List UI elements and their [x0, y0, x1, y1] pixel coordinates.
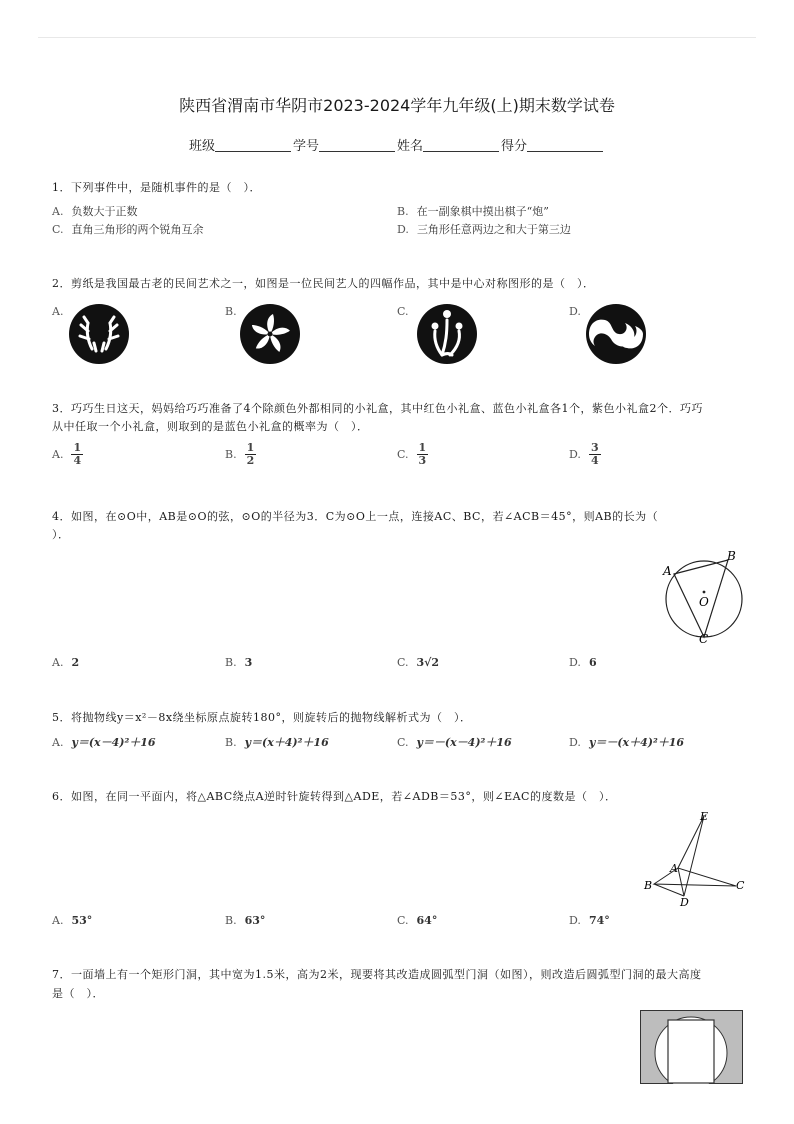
option-key: D. — [569, 447, 581, 461]
option-key: B. — [225, 914, 237, 927]
label-d: D — [680, 896, 689, 908]
option-key: A. — [52, 305, 64, 318]
option-key: D. — [569, 305, 581, 318]
question-4-option-c[interactable] — [397, 655, 439, 671]
id-label: 学号 — [292, 139, 319, 154]
wave-papercut-icon — [585, 303, 647, 365]
option-key: B. — [397, 205, 409, 218]
fraction — [589, 442, 601, 467]
option-key: B. — [225, 447, 237, 461]
option-key: A. — [52, 205, 64, 218]
label-b: B — [727, 549, 736, 563]
option-key: B. — [225, 736, 237, 749]
fraction — [245, 442, 257, 467]
option-key: C. — [397, 914, 409, 927]
question-1-stem: 1．下列事件中，是随机事件的是（ ）． — [52, 181, 261, 194]
question-2-option-c[interactable] — [397, 304, 417, 320]
option-text: 直角三角形的两个锐角互余 — [71, 223, 204, 236]
option-text: 6 — [588, 656, 597, 669]
question-3-option-c[interactable] — [397, 442, 428, 467]
question-5-stem: 5．将抛物线y＝x²－8x绕坐标原点旋转180°，则旋转后的抛物线解析式为（ ）． — [52, 711, 472, 724]
option-text: 74° — [588, 914, 610, 927]
question-5-option-d[interactable] — [569, 735, 684, 751]
rotated-triangles-figure — [642, 806, 746, 908]
class-label: 班级 — [188, 139, 215, 154]
denominator: 2 — [246, 454, 255, 467]
id-field[interactable] — [293, 135, 397, 154]
option-key: C. — [397, 736, 409, 749]
option-key: C. — [52, 223, 64, 236]
question-4-option-a[interactable] — [52, 655, 79, 671]
question-6-option-c[interactable] — [397, 913, 437, 929]
question-4-stem-line2: ）． — [52, 528, 70, 541]
option-text: y＝(x＋4)²＋16 — [244, 736, 329, 749]
label-c: C — [736, 879, 745, 892]
id-blank[interactable] — [319, 139, 395, 152]
class-blank[interactable] — [215, 139, 291, 152]
question-5-option-c[interactable] — [397, 735, 512, 751]
label-a: A — [663, 564, 672, 578]
arched-doorway-figure — [640, 1010, 743, 1084]
question-3-option-b[interactable] — [225, 442, 256, 467]
exam-title: 陕西省渭南市华阴市2023-2024学年九年级(上)期末数学试卷 — [179, 96, 615, 115]
option-text: 64° — [416, 914, 438, 927]
question-1-option-a[interactable] — [52, 204, 137, 220]
option-key: C. — [397, 447, 409, 461]
option-key: A. — [52, 447, 64, 461]
name-label: 姓名 — [397, 139, 424, 154]
option-key: A. — [52, 736, 64, 749]
bauhinia-papercut-icon — [239, 303, 301, 365]
option-key: A. — [52, 914, 64, 927]
option-key: D. — [569, 914, 581, 927]
antler-papercut-icon — [68, 303, 130, 365]
label-a: A — [670, 862, 678, 875]
option-text: 负数大于正数 — [71, 205, 138, 218]
question-3-option-a[interactable] — [52, 442, 83, 467]
numerator: 1 — [418, 441, 427, 454]
option-key: A. — [52, 656, 64, 669]
label-e: E — [700, 810, 709, 823]
option-text: 63° — [244, 914, 266, 927]
name-blank[interactable] — [423, 139, 499, 152]
question-6-option-d[interactable] — [569, 913, 610, 929]
option-text: 2 — [71, 656, 80, 669]
label-o: O — [699, 595, 709, 609]
option-key: C. — [397, 656, 409, 669]
fraction — [71, 442, 83, 467]
option-text: 3 — [244, 656, 253, 669]
denominator: 3 — [418, 454, 427, 467]
option-key: C. — [397, 305, 409, 318]
student-info-line — [0, 135, 794, 154]
numerator: 3 — [590, 441, 599, 454]
question-3-option-d[interactable] — [569, 442, 601, 467]
question-6-stem: 6．如图，在同一平面内，将△ABC绕点A逆时针旋转得到△ADE，若∠ADB＝53°，则∠EAC的度数是（ ）． — [52, 790, 617, 803]
option-key: D. — [569, 736, 581, 749]
option-text: 在一副象棋中摸出棋子“炮” — [416, 205, 549, 218]
option-key: B. — [225, 305, 237, 318]
question-1-option-b[interactable] — [397, 204, 549, 220]
numerator: 1 — [246, 441, 255, 454]
question-1-option-c[interactable] — [52, 222, 204, 238]
question-7-stem-line1: 7．一面墙上有一个矩形门洞，其中宽为1.5米，高为2米，现要将其改造成圆弧型门洞（如图），则改造后圆弧型门洞的最大高度 — [52, 968, 702, 981]
question-6-option-b[interactable] — [225, 913, 265, 929]
label-b: B — [644, 879, 653, 892]
numerator: 1 — [73, 441, 82, 454]
question-6-option-a[interactable] — [52, 913, 92, 929]
option-text: 三角形任意两边之和大于第三边 — [416, 223, 571, 236]
score-blank[interactable] — [527, 139, 603, 152]
question-4-stem-line1: 4．如图，在⊙O中，AB是⊙O的弦，⊙O的半径为3．C为⊙O上一点，连接AC、BC，若∠ACB＝45°，则AB的长为（ — [52, 510, 659, 523]
figures-papercut-icon — [416, 303, 478, 365]
option-key: D. — [397, 223, 409, 236]
option-key: D. — [569, 656, 581, 669]
class-field[interactable] — [189, 135, 293, 154]
question-5-option-a[interactable] — [52, 735, 156, 751]
top-divider — [38, 37, 756, 38]
denominator: 4 — [590, 454, 599, 467]
name-field[interactable] — [397, 135, 501, 154]
score-field[interactable] — [501, 135, 605, 154]
option-text: y＝(x－4)²＋16 — [71, 736, 156, 749]
question-4-option-b[interactable] — [225, 655, 252, 671]
question-2-stem: 2．剪纸是我国最古老的民间艺术之一，如图是一位民间艺人的四幅作品，其中是中心对称图形的是（ ）． — [52, 277, 595, 290]
fraction — [417, 442, 429, 467]
question-3-stem-line1: 3．巧巧生日这天，妈妈给巧巧准备了4个除颜色外都相同的小礼盒，其中红色小礼盒、蓝色小礼盒各1个，紫色小礼盒2个．巧巧 — [52, 402, 703, 415]
question-7-stem-line2: 是（ ）． — [52, 987, 104, 1000]
question-1-option-d[interactable] — [397, 222, 571, 238]
circle-chord-figure — [656, 548, 748, 646]
option-text: y＝－(x＋4)²＋16 — [588, 736, 685, 749]
label-c: C — [699, 632, 709, 646]
question-3-stem-line2: 从中任取一个小礼盒，则取到的是蓝色小礼盒的概率为（ ）． — [52, 420, 369, 433]
option-text: 53° — [71, 914, 93, 927]
question-4-option-d[interactable] — [569, 655, 597, 671]
option-text: 3√2 — [416, 656, 440, 669]
option-key: B. — [225, 656, 237, 669]
score-label: 得分 — [501, 139, 528, 154]
denominator: 4 — [73, 454, 82, 467]
option-text: y＝－(x－4)²＋16 — [416, 736, 512, 749]
question-5-option-b[interactable] — [225, 735, 329, 751]
